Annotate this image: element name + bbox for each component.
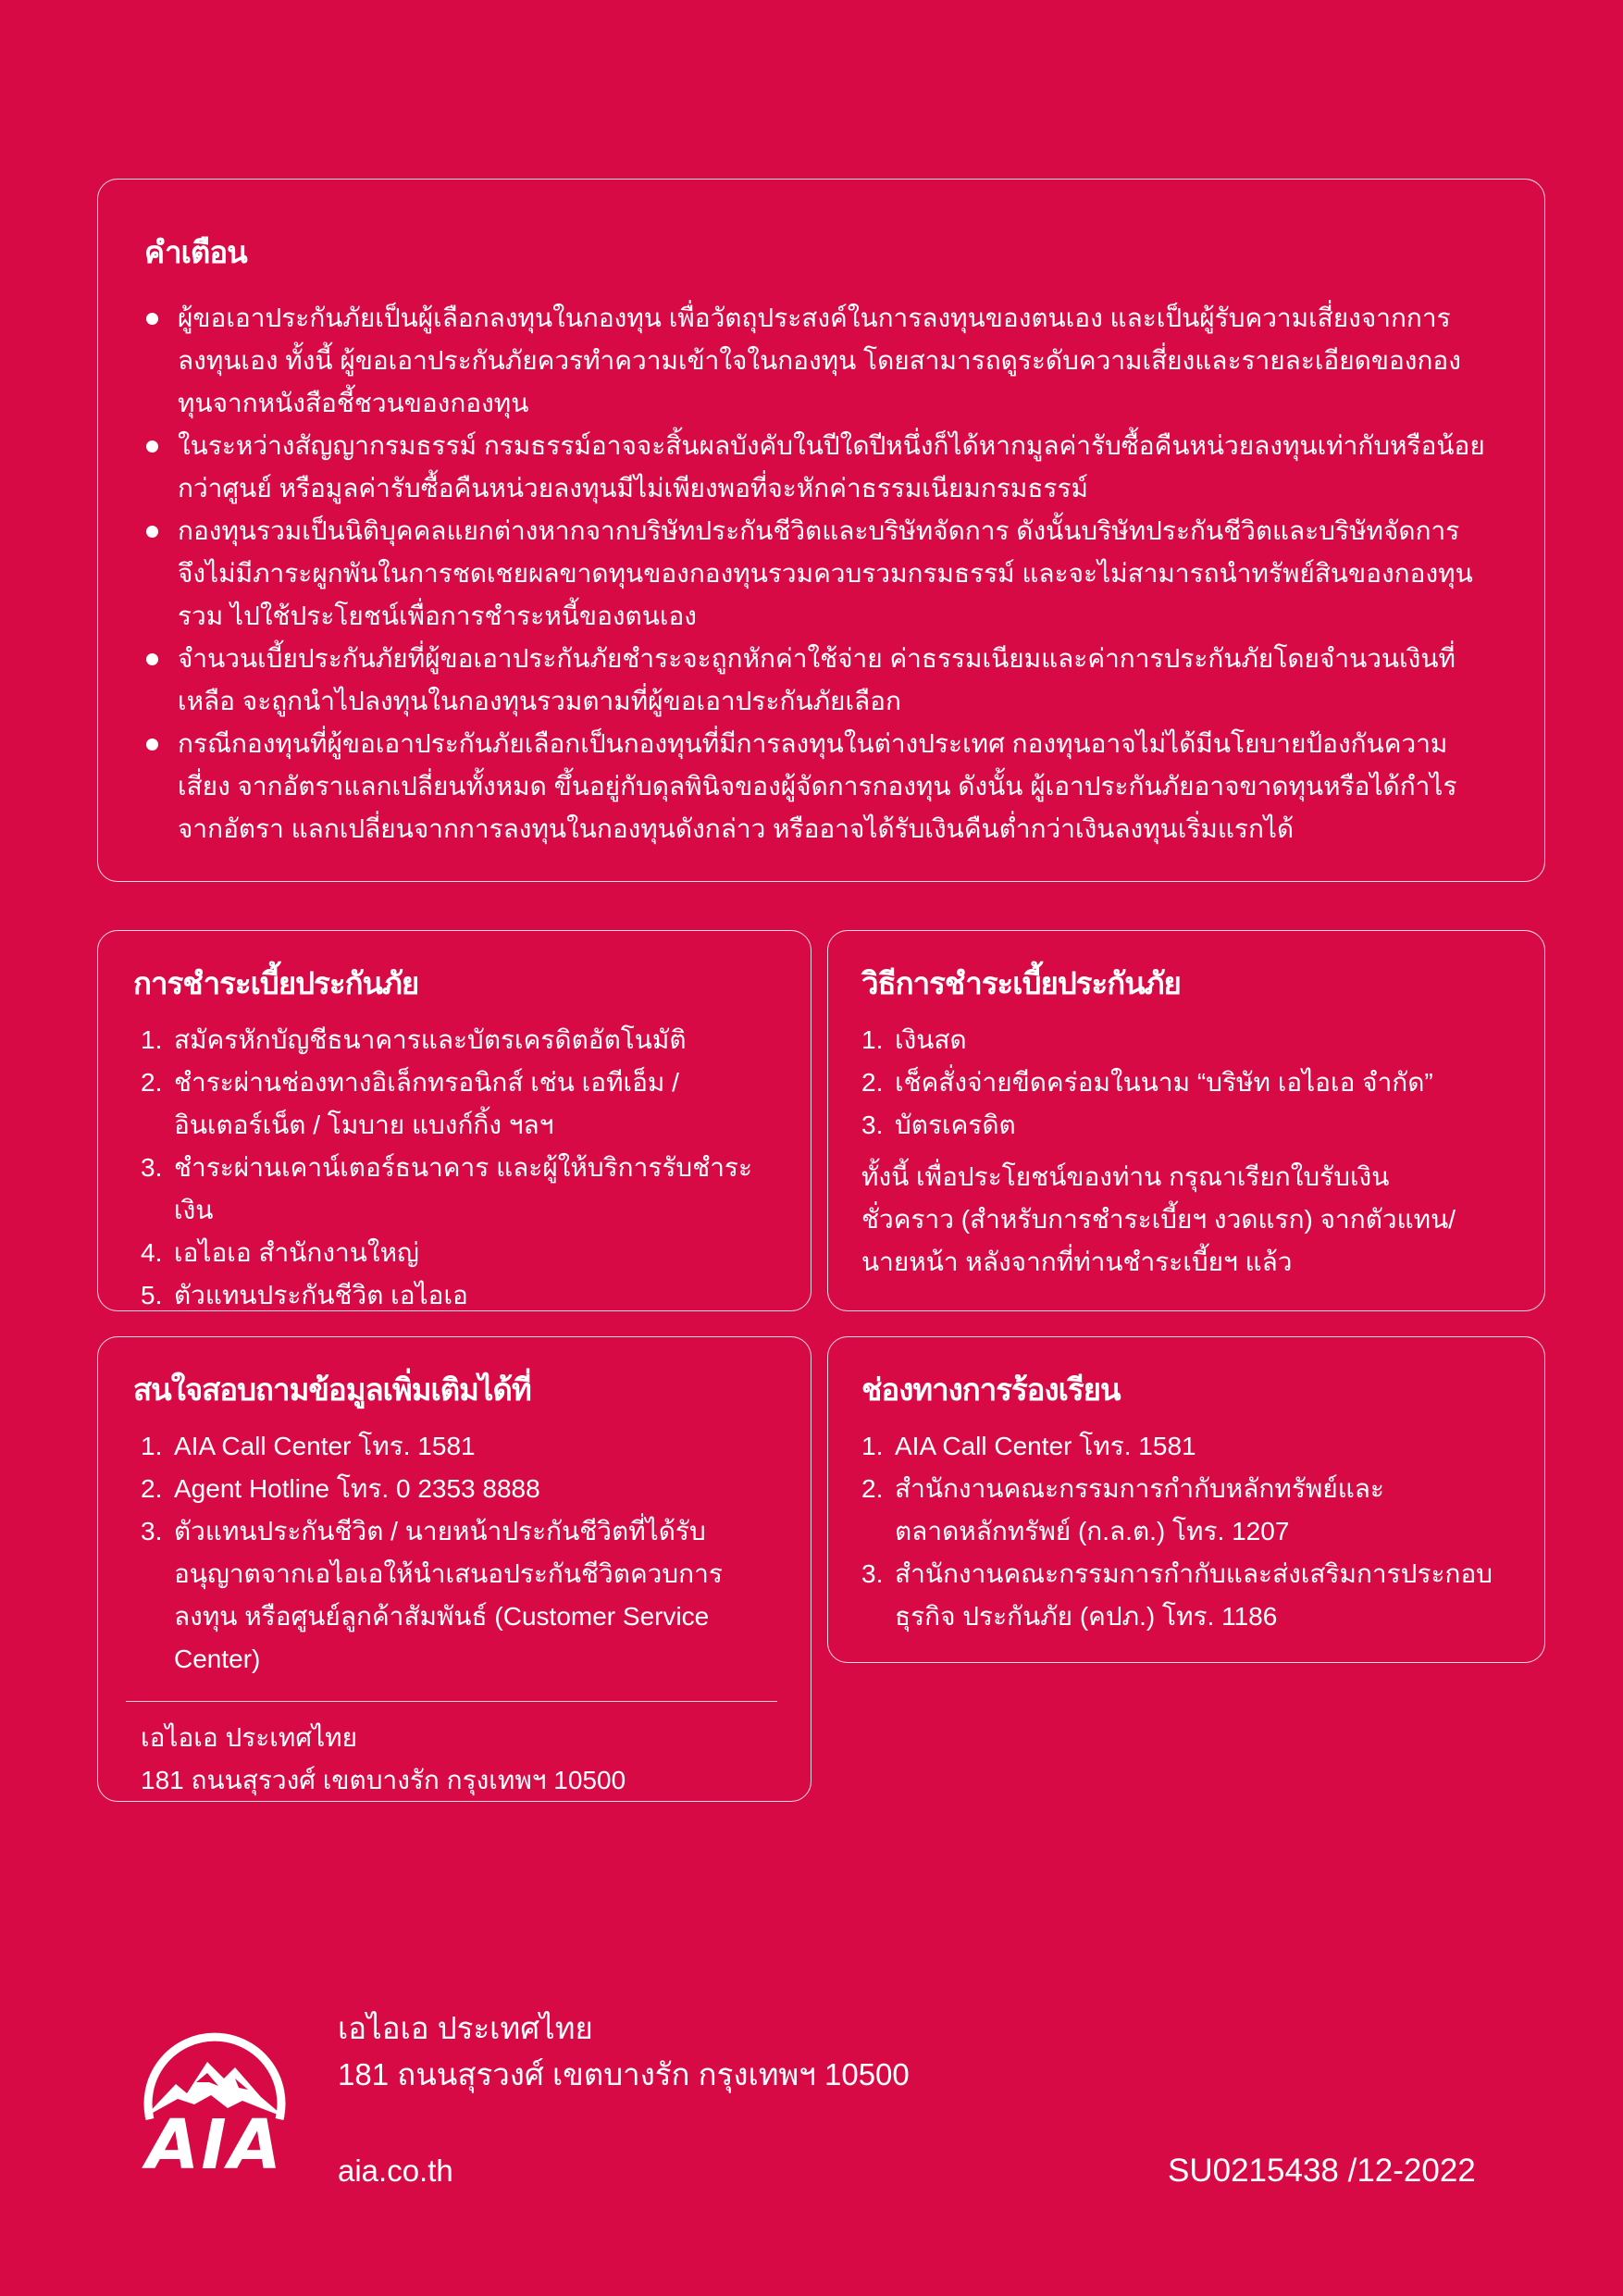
payment-item-text: ชำระผ่านช่องทางอิเล็กทรอนิกส์ เช่น เอทีเอ็ม / อินเตอร์เน็ต / โมบาย แบงก์กิ้ง ฯลฯ: [174, 1068, 679, 1139]
footer-doc-code: SU0215438 /12-2022: [1168, 2153, 1476, 2189]
complaint-item-number: 1.: [861, 1432, 884, 1460]
payment-method-list: [861, 1019, 1517, 1147]
payment-method-item-number: 2.: [861, 1068, 884, 1097]
complaint-item: [861, 1553, 1530, 1638]
complaint-item: [861, 1468, 1530, 1553]
payment-item-text: สมัครหักบัญชีธนาคารและบัตรเครดิตอัตโนมัติ: [174, 1025, 687, 1054]
warning-list: [144, 297, 1500, 850]
payment-method-item-text: บัตรเครดิต: [895, 1111, 1016, 1139]
payment-item-number: 5.: [141, 1281, 163, 1309]
aia-logo: [131, 2008, 298, 2184]
payment-box: [97, 930, 812, 1311]
payment-method-item: [861, 1061, 1517, 1104]
payment-item-number: 1.: [141, 1025, 163, 1054]
payment-method-item: [861, 1019, 1517, 1061]
payment-item-number: 3.: [141, 1153, 163, 1182]
complaint-item-text: AIA Call Center โทร. 1581: [895, 1432, 1196, 1460]
payment-method-item-text: เงินสด: [895, 1025, 967, 1054]
warning-item: กองทุนรวมเป็นนิติบุคคลแยกต่างหากจากบริษัทประกันชีวิตและบริษัทจัดการ ดังนั้นบริษัทประกันชีวิตและบริษัทจัดการ จึงไม่มีภาระผูกพันในการชดเชยผลขาดทุนของกองทุนรวมควบรวมกรมธรรม์ และจะไม่สามารถนำทรัพย์สินของกองทุนรวม ไปใช้ประโยชน์เพื่อการชำระหนี้ของตนเอง: [144, 510, 1491, 638]
warning-box: [97, 179, 1545, 882]
payment-method-item-text: เช็คสั่งจ่ายขีดคร่อมในนาม “บริษัท เอไอเอ จำกัด”: [895, 1068, 1433, 1097]
complaint-item-text: สำนักงานคณะกรรมการกำกับและส่งเสริมการประกอบธุรกิจ ประกันภัย (คปภ.) โทร. 1186: [895, 1559, 1493, 1631]
warning-title: คำเตือน: [144, 234, 247, 270]
inquiry-item: [141, 1468, 783, 1510]
inquiry-item-number: 1.: [141, 1432, 163, 1460]
inquiry-title: สนใจสอบถามข้อมูลเพิ่มเติมได้ที่: [133, 1371, 531, 1408]
warning-item: กรณีกองทุนที่ผู้ขอเอาประกันภัยเลือกเป็นกองทุนที่มีการลงทุนในต่างประเทศ กองทุนอาจไม่ได้มีนโยบายป้องกันความเสี่ยง จากอัตราแลกเปลี่ยนทั้งหมด ขึ้นอยู่กับดุลพินิจของผู้จัดการกองทุน ดังนั้น ผู้เอาประกันภัยอาจขาดทุนหรือได้กำไรจากอัตรา แลกเปลี่ยนจากการลงทุนในกองทุนดังกล่าว หรืออาจได้รับเงินคืนต่ำกว่าเงินลงทุนเริ่มแรกได้: [144, 723, 1491, 850]
footer-address: 181 ถนนสุรวงศ์ เขตบางรัก กรุงเทพฯ 10500: [338, 2057, 910, 2091]
warning-item: ผู้ขอเอาประกันภัยเป็นผู้เลือกลงทุนในกองทุน เพื่อวัตถุประสงค์ในการลงทุนของตนเอง และเป็นผู้รับความเสี่ยงจากการลงทุนเอง ทั้งนี้ ผู้ขอเอาประกันภัยควรทำความเข้าใจในกองทุน โดยสามารถดูระดับความเสี่ยงและรายละเอียดของกองทุนจากหนังสือชี้ชวนของกองทุน: [144, 297, 1491, 425]
payment-method-item-number: 3.: [861, 1111, 884, 1139]
inquiry-divider: [126, 1701, 777, 1702]
inquiry-item: [141, 1425, 783, 1468]
inquiry-box: [97, 1336, 812, 1802]
complaint-item-text: สำนักงานคณะกรรมการกำกับหลักทรัพย์และตลาดหลักทรัพย์ (ก.ล.ต.) โทร. 1207: [895, 1474, 1384, 1545]
warning-item: จำนวนเบี้ยประกันภัยที่ผู้ขอเอาประกันภัยชำระจะถูกหักค่าใช้จ่าย ค่าธรรมเนียมและค่าการประกันภัยโดยจำนวนเงินที่เหลือ จะถูกนำไปลงทุนในกองทุนรวมตามที่ผู้ขอเอาประกันภัยเลือก: [144, 638, 1491, 723]
footer-website-link[interactable]: aia.co.th: [338, 2153, 453, 2188]
payment-list: [133, 1019, 783, 1317]
inquiry-address-company: เอไอเอ ประเทศไทย: [141, 1723, 358, 1752]
complaint-item-number: 3.: [861, 1559, 884, 1588]
payment-method-note: ทั้งนี้ เพื่อประโยชน์ของท่าน กรุณาเรียกใบรับเงินชั่วคราว (สำหรับการชำระเบี้ยฯ งวดแรก) จากตัวแทน/นายหน้า หลังจากที่ท่านชำระเบี้ยฯ แล้ว: [861, 1162, 1456, 1276]
payment-item-text: ชำระผ่านเคาน์เตอร์ธนาคาร และผู้ให้บริการรับชำระเงิน: [174, 1153, 752, 1224]
payment-method-item: [861, 1104, 1517, 1147]
payment-item-text: ตัวแทนประกันชีวิต เอไอเอ: [174, 1281, 468, 1309]
warning-item: ในระหว่างสัญญากรมธรรม์ กรมธรรม์อาจจะสิ้นผลบังคับในปีใดปีหนึ่งก็ได้หากมูลค่ารับซื้อคืนหน่วยลงทุนเท่ากับหรือน้อยกว่าศูนย์ หรือมูลค่ารับซื้อคืนหน่วยลงทุนมีไม่เพียงพอที่จะหักค่าธรรมเนียมกรมธรรม์: [144, 425, 1491, 510]
inquiry-item-number: 2.: [141, 1474, 163, 1503]
complaint-list: [861, 1425, 1530, 1638]
inquiry-item: [141, 1510, 783, 1681]
payment-method-item-number: 1.: [861, 1025, 884, 1054]
inquiry-list: [141, 1425, 783, 1681]
payment-method-box: [827, 930, 1545, 1311]
complaint-item-number: 2.: [861, 1474, 884, 1503]
payment-item: [141, 1232, 783, 1274]
payment-title: การชำระเบี้ยประกันภัย: [133, 965, 419, 1001]
payment-item: [141, 1147, 783, 1232]
payment-item-number: 4.: [141, 1238, 163, 1267]
payment-item: [141, 1061, 783, 1147]
inquiry-item-text: ตัวแทนประกันชีวิต / นายหน้าประกันชีวิตที่ได้รับ อนุญาตจากเอไอเอให้นำเสนอประกันชีวิตควบการลงทุน หรือศูนย์ลูกค้าสัมพันธ์ (Customer Service Center): [174, 1517, 723, 1673]
inquiry-address-street: 181 ถนนสุรวงศ์ เขตบางรัก กรุงเทพฯ 10500: [141, 1766, 626, 1794]
payment-item: [141, 1019, 783, 1061]
inquiry-item-number: 3.: [141, 1517, 163, 1545]
payment-item-text: เอไอเอ สำนักงานใหญ่: [174, 1238, 419, 1267]
complaint-item: [861, 1425, 1530, 1468]
inquiry-item-text: AIA Call Center โทร. 1581: [174, 1432, 476, 1460]
aia-logo-text: AIA: [145, 2105, 284, 2185]
complaint-box: [827, 1336, 1545, 1663]
inquiry-item-text: Agent Hotline โทร. 0 2353 8888: [174, 1474, 540, 1503]
payment-item-number: 2.: [141, 1068, 163, 1097]
payment-item: [141, 1274, 783, 1317]
footer-company: เอไอเอ ประเทศไทย: [338, 2011, 593, 2045]
complaint-title: ช่องทางการร้องเรียน: [861, 1371, 1121, 1408]
payment-method-title: วิธีการชำระเบี้ยประกันภัย: [861, 965, 1181, 1001]
